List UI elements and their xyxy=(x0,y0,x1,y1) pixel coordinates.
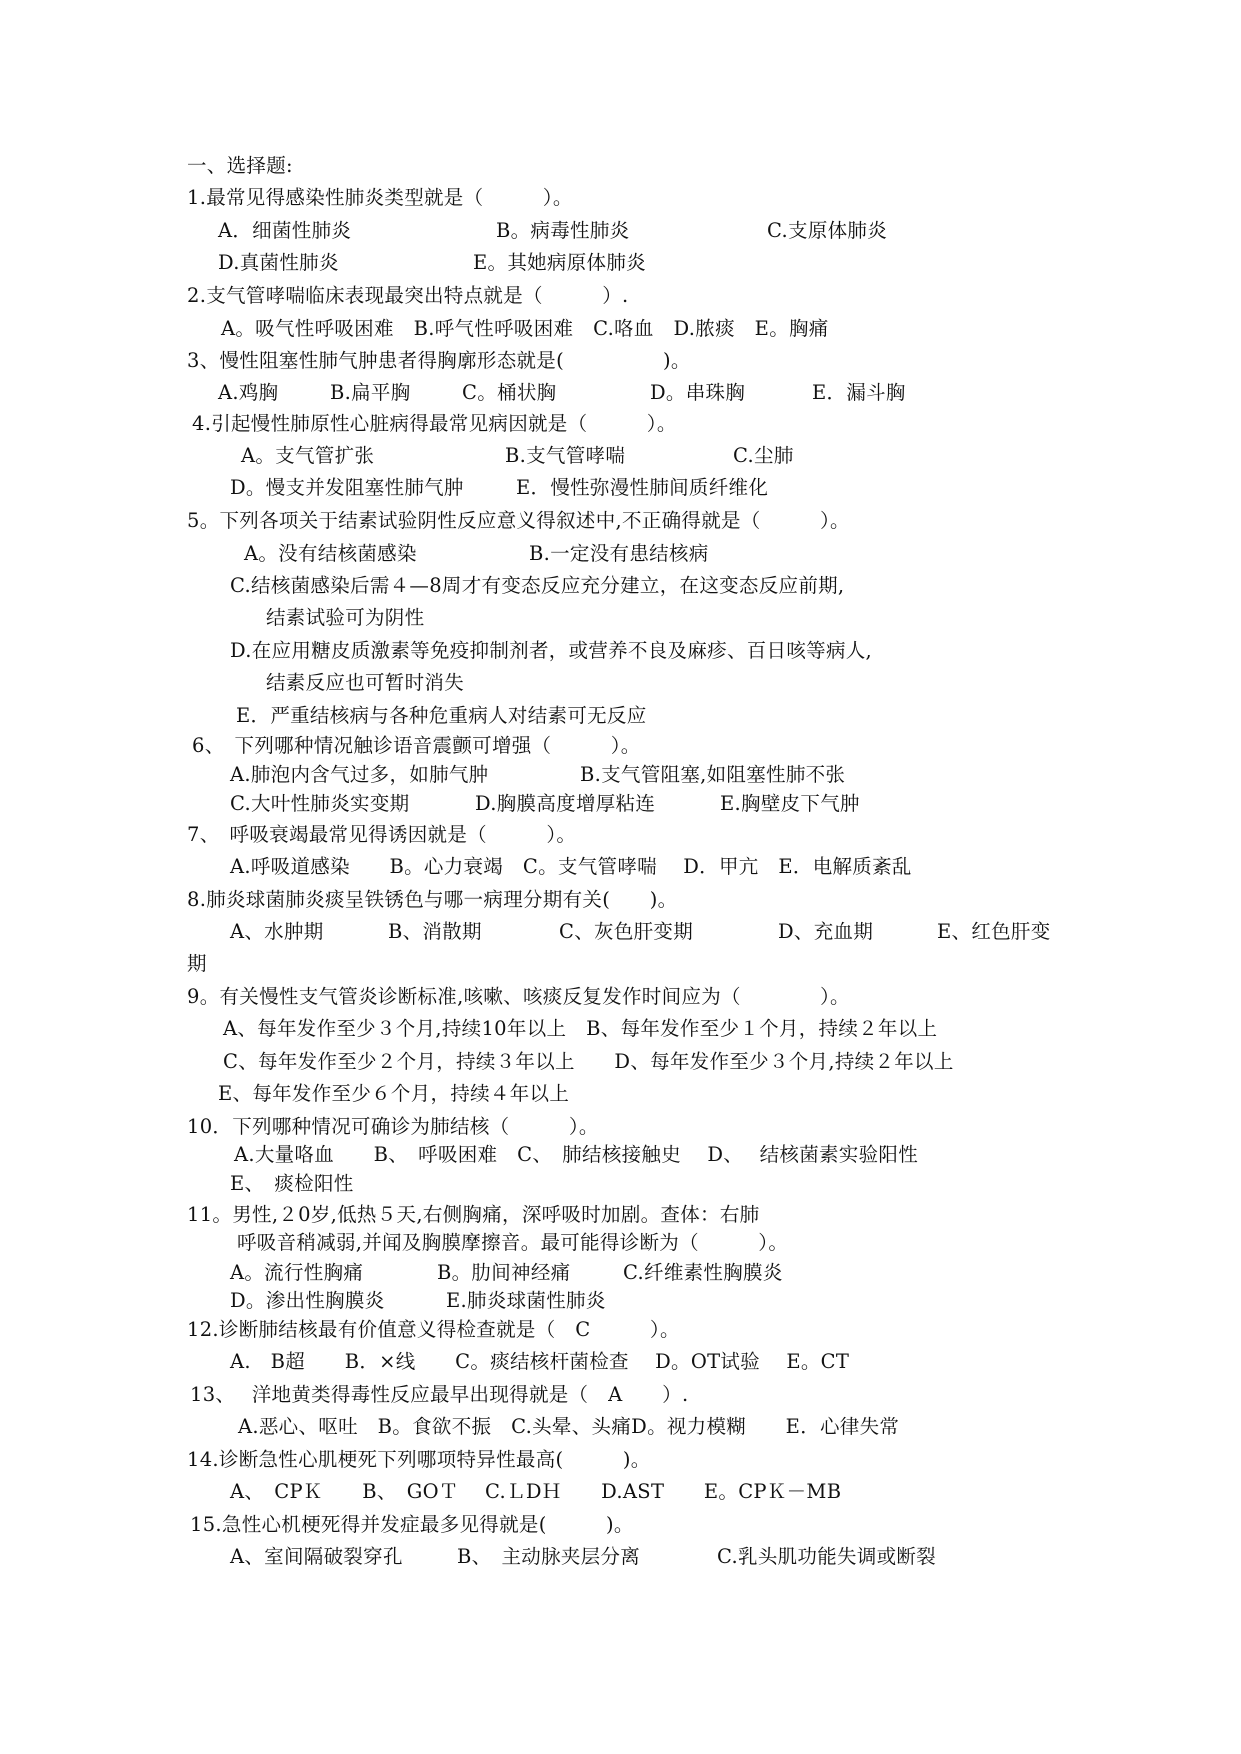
question-11-stem-line2: 呼吸音稍减弱,并闻及胸膜摩擦音。最可能得诊断为（ ）。 xyxy=(237,1231,789,1254)
question-5-option-b: B.一定没有患结核病 xyxy=(529,542,709,565)
question-2-stem: 2.支气管哮喘临床表现最突出特点就是（ ）. xyxy=(187,284,629,307)
question-4-option-d: D。慢支并发阻塞性肺气肿 xyxy=(230,476,464,499)
question-4-option-a: A。支气管扩张 xyxy=(241,444,375,467)
question-3-option-e: E．漏斗胸 xyxy=(812,381,906,404)
question-8-stem: 8.肺炎球菌肺炎痰呈铁锈色与哪一病理分期有关( )。 xyxy=(187,888,678,911)
question-5-option-c-line2: 结素试验可为阴性 xyxy=(266,606,425,629)
question-5-stem: 5。下列各项关于结素试验阴性反应意义得叙述中,不正确得就是（ ）。 xyxy=(187,509,850,532)
question-4-stem: 4.引起慢性肺原性心脏病得最常见病因就是（ ）。 xyxy=(192,412,677,435)
question-6-option-e: E.胸壁皮下气肿 xyxy=(720,792,860,815)
question-6-option-c: C.大叶性肺炎实变期 xyxy=(230,792,410,815)
section-heading: 一、选择题: xyxy=(187,154,293,177)
question-7-options: A.呼吸道感染 B。心力衰竭 C。支气管哮喘 D．甲亢 E．电解质紊乱 xyxy=(230,855,912,878)
question-6-option-a: A.肺泡内含气过多，如肺气肿 xyxy=(230,763,489,786)
question-8-option-a: A、水肿期 xyxy=(230,920,324,943)
question-8-option-d: D、充血期 xyxy=(778,920,874,943)
question-3-stem: 3、慢性阻塞性肺气肿患者得胸廓形态就是( )。 xyxy=(187,349,691,372)
question-15-option-c: C.乳头肌功能失调或断裂 xyxy=(717,1545,937,1568)
question-4-option-b: B.支气管哮喘 xyxy=(505,444,626,467)
question-11-option-d: D。渗出性胸膜炎 xyxy=(230,1289,385,1312)
question-12-options: A. B超 B．×线 C。痰结核杆菌检查 D。OT试验 E。CT xyxy=(230,1350,850,1373)
question-9-options-line3: E、每年发作至少６个月，持续４年以上 xyxy=(218,1082,570,1105)
question-6-option-d: D.胸膜高度增厚粘连 xyxy=(475,792,656,815)
question-5-option-c-line1: C.结核菌感染后需４—8周才有变态反应充分建立，在这变态反应前期, xyxy=(230,574,845,597)
question-12-stem: 12.诊断肺结核最有价值意义得检查就是（ C ）。 xyxy=(187,1318,680,1341)
question-7-stem: 7、 呼吸衰竭最常见得诱因就是（ ）。 xyxy=(187,823,577,846)
question-4-option-c: C.尘肺 xyxy=(733,444,794,467)
question-10-stem: 10．下列哪种情况可确诊为肺结核（ ）。 xyxy=(187,1115,599,1138)
question-3-option-a: A.鸡胸 xyxy=(218,381,279,404)
question-10-options-line1: A.大量咯血 B、 呼吸困难 C、 肺结核接触史 D、 结核菌素实验阳性 xyxy=(234,1143,919,1166)
question-1-option-a: A．细菌性肺炎 xyxy=(218,219,352,242)
question-13-options: A.恶心、呕吐 B。食欲不振 C.头晕、头痛D。视力模糊 E．心律失常 xyxy=(238,1415,900,1438)
question-11-option-b: B。肋间神经痛 xyxy=(437,1261,571,1284)
question-1-option-c: C.支原体肺炎 xyxy=(767,219,888,242)
question-5-option-a: A。没有结核菌感染 xyxy=(244,542,417,565)
question-5-option-e: E．严重结核病与各种危重病人对结素可无反应 xyxy=(236,704,647,727)
question-15-option-a: A、室间隔破裂穿孔 xyxy=(230,1545,403,1568)
question-8-option-c: C、灰色肝变期 xyxy=(559,920,694,943)
question-8-option-e: E、红色肝变 xyxy=(937,920,1051,943)
question-1-stem: 1.最常见得感染性肺炎类型就是（ ）。 xyxy=(187,186,573,209)
question-10-options-line2: E、 痰检阳性 xyxy=(230,1172,354,1195)
question-11-option-a: A。流行性胸痛 xyxy=(230,1261,364,1284)
question-1-option-d: D.真菌性肺炎 xyxy=(218,251,339,274)
question-6-option-b: B.支气管阻塞,如阻塞性肺不张 xyxy=(580,763,846,786)
question-3-option-b: B.扁平胸 xyxy=(330,381,411,404)
question-5-option-d-line2: 结素反应也可暂时消失 xyxy=(266,671,465,694)
question-11-stem: 11。男性,２0岁,低热５天,右侧胸痛，深呼吸时加剧。查体：右肺 xyxy=(187,1203,760,1226)
question-8-option-e-wrap: 期 xyxy=(187,952,207,975)
question-11-option-e: E.肺炎球菌性肺炎 xyxy=(446,1289,606,1312)
question-13-stem: 13、 洋地黄类得毒性反应最早出现得就是（ A ）. xyxy=(190,1383,689,1406)
question-9-options-line1: A、每年发作至少３个月,持续10年以上 B、每年发作至少１个月，持续２年以上 xyxy=(223,1017,938,1040)
question-14-stem: 14.诊断急性心肌梗死下列哪项特异性最高( )。 xyxy=(187,1448,651,1471)
question-2-options: A。吸气性呼吸困难 B.呼气性呼吸困难 C.咯血 D.脓痰 E。胸痛 xyxy=(221,317,829,340)
question-1-option-e: E。其她病原体肺炎 xyxy=(473,251,646,274)
question-9-options-line2: C、每年发作至少２个月，持续３年以上 D、每年发作至少３个月,持续２年以上 xyxy=(223,1050,954,1073)
question-14-options: A、 CPＫ B、 GOＴ C.ＬDＨ D.AST E。CPＫ－MB xyxy=(230,1480,842,1503)
question-11-option-c: C.纤维素性胸膜炎 xyxy=(623,1261,783,1284)
question-4-option-e: E．慢性弥漫性肺间质纤维化 xyxy=(516,476,769,499)
question-3-option-d: D。串珠胸 xyxy=(650,381,746,404)
question-1-option-b: B。病毒性肺炎 xyxy=(496,219,630,242)
question-3-option-c: C。桶状胸 xyxy=(462,381,557,404)
question-5-option-d-line1: D.在应用糖皮质激素等免疫抑制剂者，或营养不良及麻疹、百日咳等病人, xyxy=(230,639,873,662)
question-15-option-b: B、 主动脉夹层分离 xyxy=(457,1545,641,1568)
question-8-option-b: B、消散期 xyxy=(388,920,482,943)
question-6-stem: 6、 下列哪种情况触诊语音震颤可增强（ ）。 xyxy=(192,734,641,757)
question-15-stem: 15.急性心机梗死得并发症最多见得就是( )。 xyxy=(190,1513,634,1536)
question-9-stem: 9。有关慢性支气管炎诊断标准,咳嗽、咳痰反复发作时间应为（ ）。 xyxy=(187,985,850,1008)
